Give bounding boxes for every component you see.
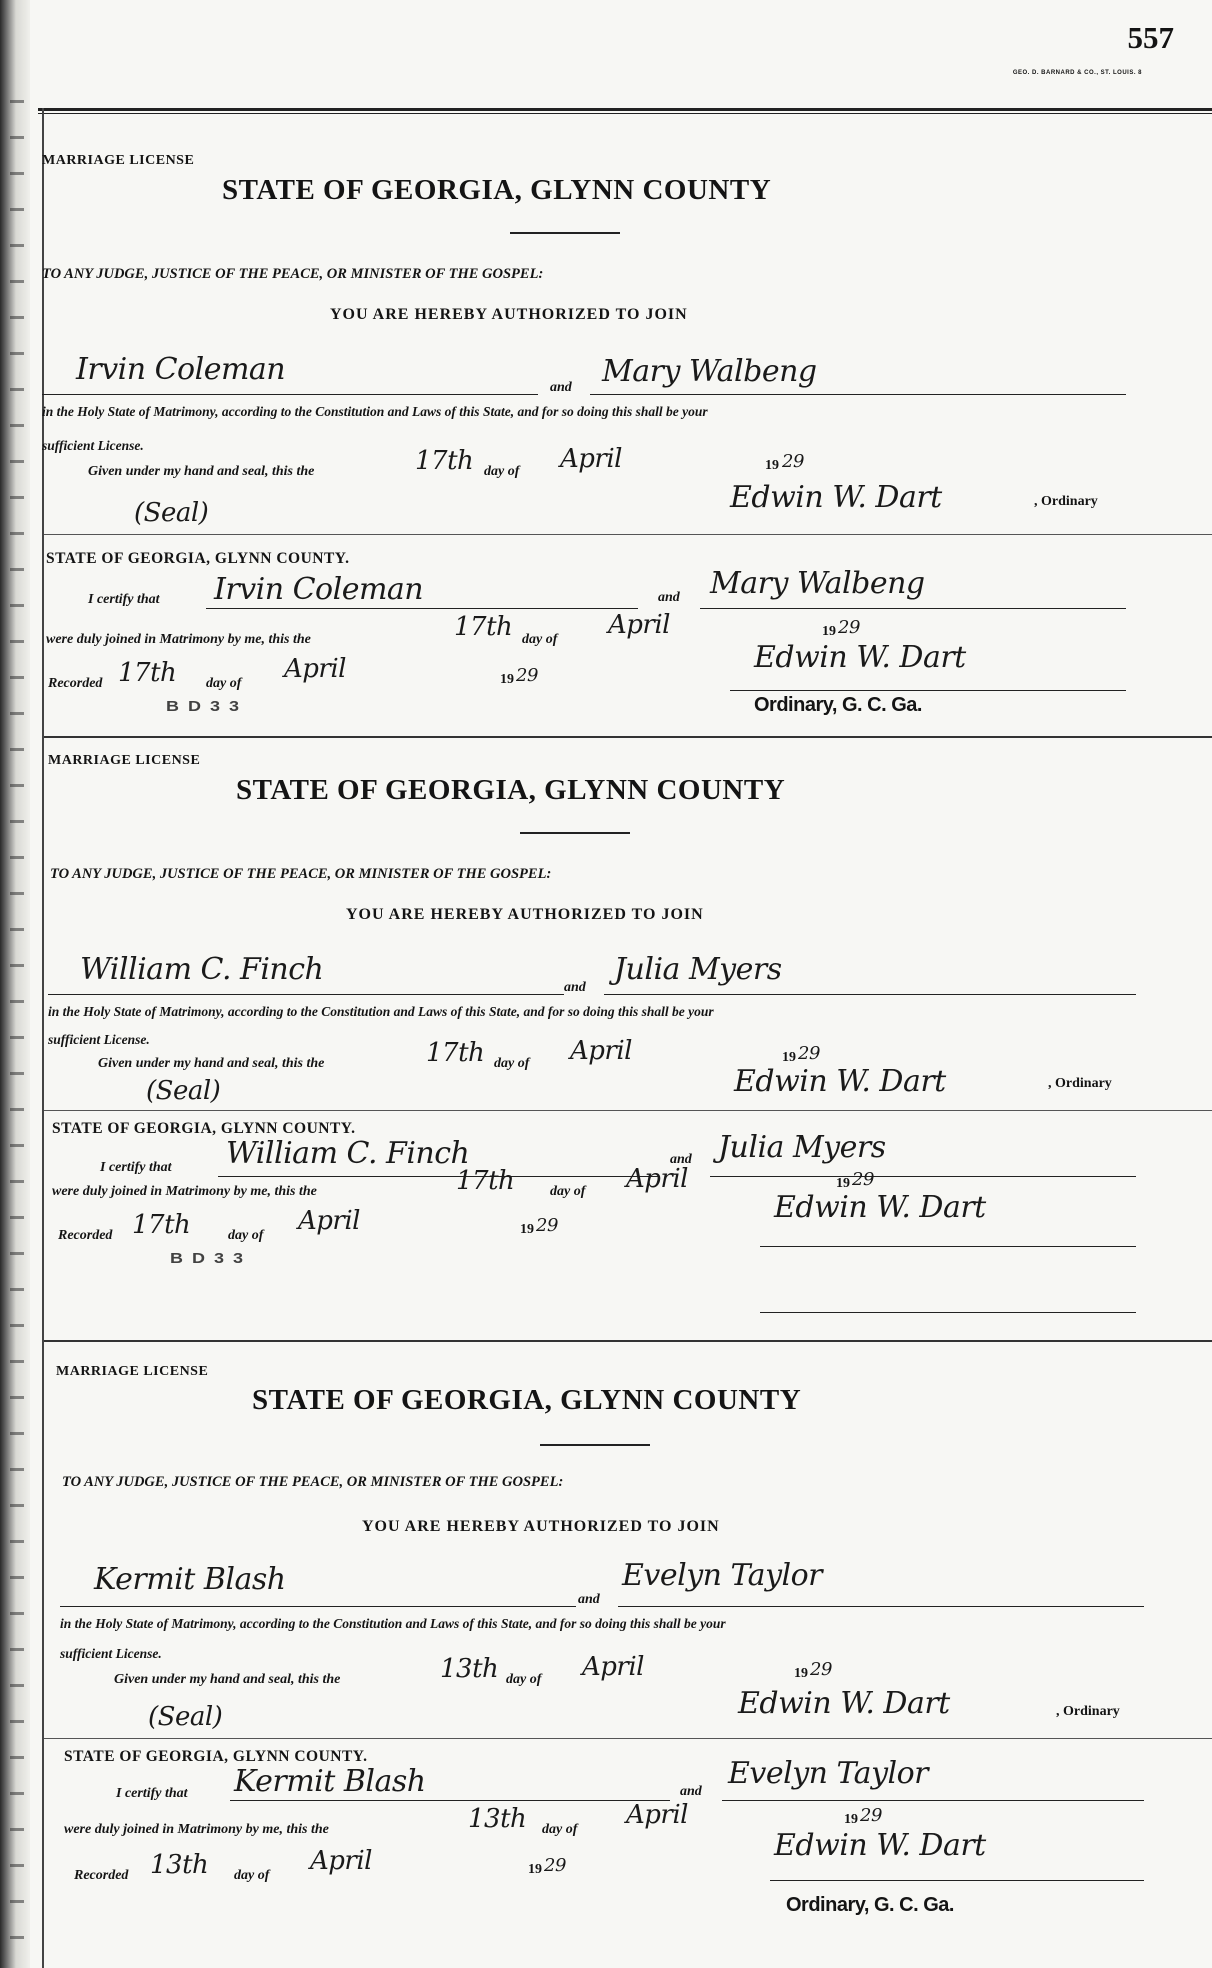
certify-label: I certify that bbox=[116, 1786, 188, 1801]
cert-groom: Kermit Blash bbox=[234, 1764, 426, 1799]
given-month: April bbox=[582, 1652, 644, 1682]
recorded-day-of: day of bbox=[228, 1228, 264, 1243]
marriage-record-3 bbox=[30, 1212, 1212, 1916]
clerk-stamp: B D 3 3 bbox=[170, 1250, 246, 1267]
cert-groom-line bbox=[230, 1800, 670, 1801]
recorded-month: April bbox=[298, 1206, 360, 1236]
joined-month: April bbox=[626, 1800, 688, 1830]
given-text: Given under my hand and seal, this the bbox=[98, 1056, 325, 1071]
recorded-day: 17th bbox=[132, 1210, 191, 1240]
given-year: 29 bbox=[782, 451, 804, 472]
recorded-day: 13th bbox=[150, 1850, 209, 1880]
marriage-record-2 bbox=[30, 600, 1212, 1267]
recorded-year: 29 bbox=[536, 1215, 558, 1236]
bride-name: Mary Walbeng bbox=[602, 354, 817, 389]
year-prefix: 19 bbox=[765, 458, 779, 473]
cert-bride: Julia Myers bbox=[718, 1130, 886, 1165]
joined-day: 17th bbox=[454, 612, 513, 642]
recorded-month: April bbox=[284, 654, 346, 684]
groom-name: William C. Finch bbox=[80, 952, 324, 987]
recorded-year-prefix: 19 bbox=[500, 672, 514, 687]
recorded-sign-line bbox=[770, 1880, 1144, 1881]
bride-name: Julia Myers bbox=[614, 952, 782, 987]
joined-month: April bbox=[626, 1164, 688, 1194]
groom-name: Kermit Blash bbox=[94, 1562, 286, 1597]
ordinary-gcga: Ordinary, G. C. Ga. bbox=[754, 694, 922, 716]
recorded-label: Recorded bbox=[58, 1228, 113, 1243]
cert-groom-line bbox=[218, 1176, 658, 1177]
cert-state: STATE OF GEORGIA, GLYNN COUNTY. bbox=[52, 1120, 356, 1137]
day-of-label: day of bbox=[506, 1672, 542, 1687]
joined-year: 29 bbox=[860, 1805, 882, 1826]
bride-name: Evelyn Taylor bbox=[622, 1558, 823, 1593]
marriage-record-1 bbox=[30, 0, 1212, 716]
sufficient-text: sufficient License. bbox=[48, 1032, 150, 1047]
holy-state-text: in the Holy State of Matrimony, according to the Constitution and Laws of this State, and for so doing this shall be your bbox=[60, 1616, 726, 1631]
ordinary-label: , Ordinary bbox=[1048, 1076, 1112, 1091]
joined-year-prefix: 19 bbox=[822, 624, 836, 639]
cert-and: and bbox=[670, 1152, 692, 1167]
title-rule bbox=[540, 1444, 650, 1446]
joined-text: were duly joined in Matrimony by me, this the bbox=[46, 632, 311, 647]
cert-and: and bbox=[680, 1784, 702, 1799]
ordinary-label: , Ordinary bbox=[1056, 1704, 1120, 1719]
recorded-year: 29 bbox=[516, 665, 538, 686]
given-text: Given under my hand and seal, this the bbox=[88, 464, 315, 479]
section-divider bbox=[44, 534, 1212, 535]
recorded-label: Recorded bbox=[74, 1868, 129, 1883]
cert-state: STATE OF GEORGIA, GLYNN COUNTY. bbox=[46, 550, 350, 567]
ledger-page bbox=[30, 0, 1212, 1968]
cert-bride-line bbox=[722, 1800, 1144, 1801]
day-of-label: day of bbox=[484, 464, 520, 479]
year-prefix: 19 bbox=[782, 1050, 796, 1065]
title-rule bbox=[510, 232, 620, 234]
groom-line bbox=[48, 994, 564, 995]
joined-year: 29 bbox=[852, 1169, 874, 1190]
section-divider bbox=[44, 1110, 1212, 1111]
year-prefix: 19 bbox=[794, 1666, 808, 1681]
cert-and: and bbox=[658, 590, 680, 605]
state-title: STATE OF GEORGIA, GLYNN COUNTY bbox=[252, 1384, 802, 1416]
given-month: April bbox=[560, 444, 622, 474]
seal-mark: (Seal) bbox=[146, 1076, 221, 1106]
ordinary-gcga: Ordinary, G. C. Ga. bbox=[786, 1894, 954, 1916]
recorded-day-of: day of bbox=[206, 676, 242, 691]
joined-year-prefix: 19 bbox=[844, 1812, 858, 1827]
page-number: 557 bbox=[1127, 20, 1174, 55]
joined-month: April bbox=[608, 610, 670, 640]
groom-line bbox=[60, 1606, 576, 1607]
to-line: TO ANY JUDGE, JUSTICE OF THE PEACE, OR MINISTER OF THE GOSPEL: bbox=[50, 866, 552, 882]
state-title: STATE OF GEORGIA, GLYNN COUNTY bbox=[222, 174, 772, 206]
printer-imprint: GEO. D. BARNARD & CO., ST. LOUIS. 8 bbox=[1012, 70, 1142, 76]
recorded-day-of: day of bbox=[234, 1868, 270, 1883]
license-label: MARRIAGE LICENSE bbox=[48, 753, 201, 768]
bride-line bbox=[618, 1606, 1144, 1607]
seal-mark: (Seal) bbox=[134, 498, 209, 528]
clerk-stamp: B D 3 3 bbox=[166, 698, 242, 715]
given-day: 13th bbox=[440, 1654, 499, 1684]
joined-text: were duly joined in Matrimony by me, this the bbox=[64, 1822, 329, 1837]
cert-bride-line bbox=[710, 1176, 1136, 1177]
and-label: and bbox=[564, 980, 586, 995]
recorded-signature: Edwin W. Dart bbox=[754, 640, 966, 675]
given-day: 17th bbox=[415, 446, 474, 476]
given-day: 17th bbox=[426, 1038, 485, 1068]
joined-day-of: day of bbox=[542, 1822, 578, 1837]
joined-text: were duly joined in Matrimony by me, this the bbox=[52, 1184, 317, 1199]
certify-label: I certify that bbox=[88, 592, 160, 607]
ordinary-signature: Edwin W. Dart bbox=[730, 480, 942, 515]
ordinary-signature: Edwin W. Dart bbox=[734, 1064, 946, 1099]
authorized-line: YOU ARE HEREBY AUTHORIZED TO JOIN bbox=[346, 906, 704, 923]
ordinary-signature: Edwin W. Dart bbox=[738, 1686, 950, 1721]
bride-line bbox=[604, 994, 1136, 995]
recorded-day: 17th bbox=[118, 658, 177, 688]
groom-line bbox=[42, 394, 538, 395]
cert-state: STATE OF GEORGIA, GLYNN COUNTY. bbox=[64, 1748, 368, 1765]
holy-state-text: in the Holy State of Matrimony, according to the Constitution and Laws of this State, and for so doing this shall be your bbox=[48, 1004, 714, 1019]
recorded-signature: Edwin W. Dart bbox=[774, 1828, 986, 1863]
recorded-signature: Edwin W. Dart bbox=[774, 1190, 986, 1225]
recorded-label: Recorded bbox=[48, 676, 103, 691]
state-title: STATE OF GEORGIA, GLYNN COUNTY bbox=[236, 774, 786, 806]
joined-year: 29 bbox=[838, 617, 860, 638]
recorded-year-prefix: 19 bbox=[528, 1862, 542, 1877]
holy-state-text: in the Holy State of Matrimony, according to the Constitution and Laws of this State, and for so doing this shall be your bbox=[42, 404, 708, 419]
bride-line bbox=[590, 394, 1126, 395]
cert-groom: Irvin Coleman bbox=[214, 572, 424, 607]
to-line: TO ANY JUDGE, JUSTICE OF THE PEACE, OR MINISTER OF THE GOSPEL: bbox=[62, 1474, 564, 1490]
given-year: 29 bbox=[810, 1659, 832, 1680]
and-label: and bbox=[550, 380, 572, 395]
cert-bride: Evelyn Taylor bbox=[728, 1756, 929, 1791]
groom-name: Irvin Coleman bbox=[76, 352, 286, 387]
binding-coil bbox=[10, 100, 24, 1960]
sufficient-text: sufficient License. bbox=[60, 1646, 162, 1661]
given-year: 29 bbox=[798, 1043, 820, 1064]
given-text: Given under my hand and seal, this the bbox=[114, 1672, 341, 1687]
certify-label: I certify that bbox=[100, 1160, 172, 1175]
title-rule bbox=[520, 832, 630, 834]
given-month: April bbox=[570, 1036, 632, 1066]
joined-day: 13th bbox=[468, 1804, 527, 1834]
ordinary-label: , Ordinary bbox=[1034, 494, 1098, 509]
joined-day: 17th bbox=[456, 1166, 515, 1196]
cert-groom: William C. Finch bbox=[226, 1136, 470, 1171]
recorded-year-prefix: 19 bbox=[520, 1222, 534, 1237]
cert-bride: Mary Walbeng bbox=[710, 566, 925, 601]
and-label: and bbox=[578, 1592, 600, 1607]
joined-day-of: day of bbox=[550, 1184, 586, 1199]
authorized-line: YOU ARE HEREBY AUTHORIZED TO JOIN bbox=[330, 306, 688, 323]
section-divider bbox=[44, 1738, 1212, 1739]
sufficient-text: sufficient License. bbox=[42, 438, 144, 453]
joined-day-of: day of bbox=[522, 632, 558, 647]
seal-mark: (Seal) bbox=[148, 1702, 223, 1732]
license-label: MARRIAGE LICENSE bbox=[42, 153, 195, 168]
recorded-year: 29 bbox=[544, 1855, 566, 1876]
day-of-label: day of bbox=[494, 1056, 530, 1071]
recorded-month: April bbox=[310, 1846, 372, 1876]
joined-year-prefix: 19 bbox=[836, 1176, 850, 1191]
to-line: TO ANY JUDGE, JUSTICE OF THE PEACE, OR MINISTER OF THE GOSPEL: bbox=[42, 266, 544, 282]
license-label: MARRIAGE LICENSE bbox=[56, 1364, 209, 1379]
authorized-line: YOU ARE HEREBY AUTHORIZED TO JOIN bbox=[362, 1518, 720, 1535]
